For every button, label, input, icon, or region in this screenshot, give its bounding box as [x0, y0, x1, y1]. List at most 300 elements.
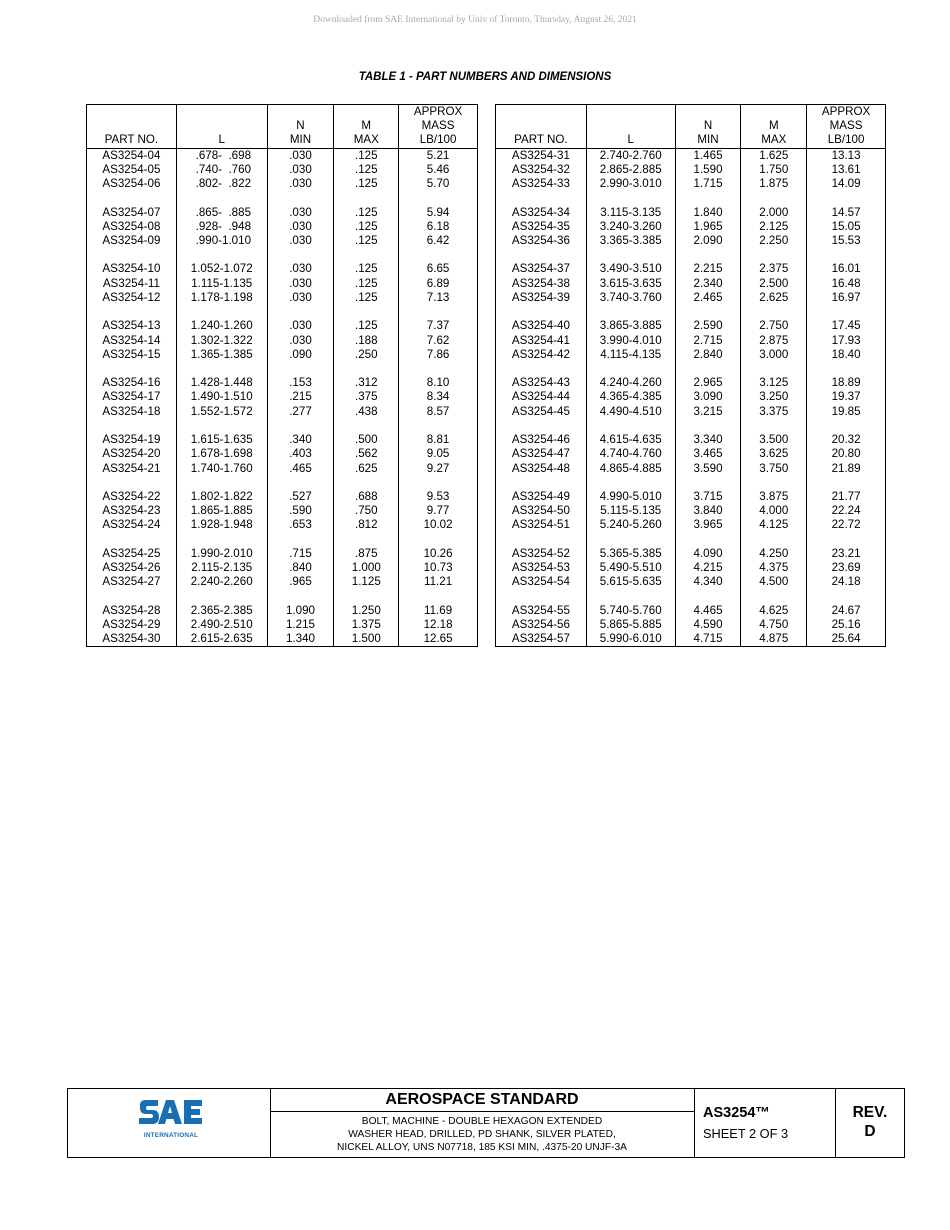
length-cell: 3.990-4.010: [586, 334, 675, 348]
n-min-cell: 3.465: [675, 447, 741, 461]
m-max-cell: .125: [334, 262, 399, 276]
n-min-cell: 1.715: [675, 177, 741, 191]
part-no-cell: AS3254-06: [87, 177, 177, 191]
table-row: [87, 518, 478, 532]
part-no-cell: AS3254-25: [87, 547, 177, 561]
m-max-cell: .125: [334, 148, 399, 163]
length-cell: 4.365-4.385: [586, 390, 675, 404]
spacer-cell: [87, 305, 177, 319]
length-cell: 3.865-3.885: [586, 319, 675, 333]
mass-cell: 17.45: [807, 319, 886, 333]
n-min-cell: 3.340: [675, 433, 741, 447]
spacer-cell: [399, 191, 478, 205]
part-no-cell: AS3254-12: [87, 291, 177, 305]
m-max-cell: .125: [334, 291, 399, 305]
n-min-cell: .030: [267, 148, 334, 163]
mass-cell: 15.05: [807, 220, 886, 234]
table-row: [496, 561, 886, 575]
spacer-cell: [807, 590, 886, 604]
length-cell: 1.302-1.322: [176, 334, 267, 348]
mass-cell: 24.18: [807, 575, 886, 589]
spacer-cell: [586, 362, 675, 376]
mass-cell: 11.21: [399, 575, 478, 589]
n-min-cell: 3.590: [675, 462, 741, 476]
m-max-cell: 1.375: [334, 618, 399, 632]
spacer-cell: [399, 590, 478, 604]
description-line: NICKEL ALLOY, UNS N07718, 185 KSI MIN, .4375-20 UNJF-3A: [337, 1142, 627, 1154]
table-row: [496, 163, 886, 177]
revision-cell: [835, 1089, 905, 1157]
spacer-cell: [675, 362, 741, 376]
part-no-cell: AS3254-17: [87, 390, 177, 404]
mass-cell: 8.10: [399, 376, 478, 390]
header-m-max: M MAX: [741, 105, 807, 149]
spacer-cell: [334, 248, 399, 262]
group-spacer: [496, 191, 886, 205]
mass-cell: 10.73: [399, 561, 478, 575]
spacer-cell: [586, 590, 675, 604]
mass-cell: 5.21: [399, 148, 478, 163]
length-cell: 3.490-3.510: [586, 262, 675, 276]
m-max-cell: 1.250: [334, 604, 399, 618]
part-no-cell: AS3254-37: [496, 262, 587, 276]
m-max-cell: .125: [334, 277, 399, 291]
part-no-cell: AS3254-33: [496, 177, 587, 191]
length-cell: 1.428-1.448: [176, 376, 267, 390]
table-row: [87, 575, 478, 589]
spacer-cell: [675, 248, 741, 262]
table-row: [87, 561, 478, 575]
group-spacer: [87, 419, 478, 433]
n-min-cell: .715: [267, 547, 334, 561]
mass-cell: 7.13: [399, 291, 478, 305]
spacer-cell: [87, 533, 177, 547]
part-no-cell: AS3254-50: [496, 504, 587, 518]
table-row: [87, 277, 478, 291]
table-row: [496, 405, 886, 419]
mass-cell: 13.13: [807, 148, 886, 163]
document-number-cell: [694, 1089, 836, 1157]
m-max-cell: .125: [334, 206, 399, 220]
spacer-cell: [496, 590, 587, 604]
m-max-cell: 4.125: [741, 518, 807, 532]
m-max-cell: 2.750: [741, 319, 807, 333]
spacer-cell: [334, 305, 399, 319]
spacer-cell: [675, 590, 741, 604]
length-cell: .928- .948: [176, 220, 267, 234]
n-min-cell: 2.715: [675, 334, 741, 348]
n-min-cell: 2.215: [675, 262, 741, 276]
n-min-cell: .465: [267, 462, 334, 476]
m-max-cell: .562: [334, 447, 399, 461]
spacer-cell: [496, 191, 587, 205]
n-min-cell: .215: [267, 390, 334, 404]
n-min-cell: 1.465: [675, 148, 741, 163]
table-row: [87, 447, 478, 461]
table-row: [87, 618, 478, 632]
spacer-cell: [807, 533, 886, 547]
length-cell: 2.115-2.135: [176, 561, 267, 575]
header-part-no: PART NO.: [496, 105, 587, 149]
part-no-cell: AS3254-41: [496, 334, 587, 348]
part-table-right: [495, 104, 886, 647]
group-spacer: [496, 590, 886, 604]
n-min-cell: 1.215: [267, 618, 334, 632]
mass-cell: 6.89: [399, 277, 478, 291]
m-max-cell: 1.500: [334, 632, 399, 647]
spacer-cell: [741, 362, 807, 376]
spacer-cell: [267, 476, 334, 490]
m-max-cell: .250: [334, 348, 399, 362]
spacer-cell: [741, 419, 807, 433]
part-no-cell: AS3254-11: [87, 277, 177, 291]
part-no-cell: AS3254-10: [87, 262, 177, 276]
length-cell: 2.865-2.885: [586, 163, 675, 177]
n-min-cell: 1.340: [267, 632, 334, 647]
m-max-cell: 1.625: [741, 148, 807, 163]
part-no-cell: AS3254-56: [496, 618, 587, 632]
n-min-cell: .965: [267, 575, 334, 589]
length-cell: 4.490-4.510: [586, 405, 675, 419]
length-cell: 5.740-5.760: [586, 604, 675, 618]
m-max-cell: .438: [334, 405, 399, 419]
m-max-cell: 2.500: [741, 277, 807, 291]
table-row: [496, 148, 886, 163]
length-cell: .990-1.010: [176, 234, 267, 248]
group-spacer: [87, 248, 478, 262]
length-cell: 4.990-5.010: [586, 490, 675, 504]
spacer-cell: [176, 590, 267, 604]
length-cell: 1.928-1.948: [176, 518, 267, 532]
spacer-cell: [741, 590, 807, 604]
m-max-cell: .875: [334, 547, 399, 561]
mass-cell: 15.53: [807, 234, 886, 248]
length-cell: 1.990-2.010: [176, 547, 267, 561]
spacer-cell: [399, 305, 478, 319]
part-no-cell: AS3254-05: [87, 163, 177, 177]
spacer-cell: [87, 248, 177, 262]
spacer-cell: [496, 362, 587, 376]
revision-value: D: [864, 1123, 876, 1140]
length-cell: 2.490-2.510: [176, 618, 267, 632]
table-row: [87, 334, 478, 348]
mass-cell: 25.16: [807, 618, 886, 632]
spacer-cell: [675, 419, 741, 433]
table-row: [496, 220, 886, 234]
table-row: [496, 206, 886, 220]
spacer-cell: [176, 533, 267, 547]
length-cell: 4.240-4.260: [586, 376, 675, 390]
table-row: [496, 462, 886, 476]
m-max-cell: 2.250: [741, 234, 807, 248]
part-no-cell: AS3254-08: [87, 220, 177, 234]
part-no-cell: AS3254-31: [496, 148, 587, 163]
spacer-cell: [399, 362, 478, 376]
logo-caption: INTERNATIONAL: [143, 1132, 199, 1139]
spacer-cell: [496, 248, 587, 262]
part-no-cell: AS3254-55: [496, 604, 587, 618]
n-min-cell: .340: [267, 433, 334, 447]
group-spacer: [87, 191, 478, 205]
m-max-cell: 2.125: [741, 220, 807, 234]
spacer-cell: [267, 362, 334, 376]
mass-cell: 5.46: [399, 163, 478, 177]
n-min-cell: 2.590: [675, 319, 741, 333]
spacer-cell: [334, 476, 399, 490]
mass-cell: 5.70: [399, 177, 478, 191]
m-max-cell: 1.000: [334, 561, 399, 575]
length-cell: 4.740-4.760: [586, 447, 675, 461]
n-min-cell: 1.590: [675, 163, 741, 177]
part-no-cell: AS3254-26: [87, 561, 177, 575]
m-max-cell: 1.750: [741, 163, 807, 177]
group-spacer: [496, 305, 886, 319]
n-min-cell: 1.965: [675, 220, 741, 234]
group-spacer: [496, 362, 886, 376]
length-cell: 3.365-3.385: [586, 234, 675, 248]
table-row: [87, 376, 478, 390]
n-min-cell: .030: [267, 262, 334, 276]
mass-cell: 14.57: [807, 206, 886, 220]
length-cell: 3.115-3.135: [586, 206, 675, 220]
length-cell: 4.115-4.135: [586, 348, 675, 362]
mass-cell: 23.21: [807, 547, 886, 561]
spacer-cell: [807, 419, 886, 433]
spacer-cell: [807, 305, 886, 319]
mass-cell: 12.65: [399, 632, 478, 647]
m-max-cell: .188: [334, 334, 399, 348]
length-cell: 1.240-1.260: [176, 319, 267, 333]
n-min-cell: .030: [267, 163, 334, 177]
table-row: [496, 447, 886, 461]
group-spacer: [87, 533, 478, 547]
n-min-cell: .403: [267, 447, 334, 461]
table-row: [496, 518, 886, 532]
spacer-cell: [741, 533, 807, 547]
mass-cell: 9.53: [399, 490, 478, 504]
n-min-cell: 1.090: [267, 604, 334, 618]
length-cell: 1.178-1.198: [176, 291, 267, 305]
m-max-cell: .500: [334, 433, 399, 447]
table-row: [496, 618, 886, 632]
spacer-cell: [267, 305, 334, 319]
n-min-cell: 3.090: [675, 390, 741, 404]
part-no-cell: AS3254-34: [496, 206, 587, 220]
m-max-cell: 3.625: [741, 447, 807, 461]
header-approx-mass: APPROX MASS LB/100: [807, 105, 886, 149]
length-cell: 1.740-1.760: [176, 462, 267, 476]
spacer-cell: [586, 248, 675, 262]
m-max-cell: 2.375: [741, 262, 807, 276]
table-row: [87, 148, 478, 163]
part-no-cell: AS3254-19: [87, 433, 177, 447]
table-row: [496, 547, 886, 561]
length-cell: 5.115-5.135: [586, 504, 675, 518]
group-spacer: [496, 248, 886, 262]
mass-cell: 8.57: [399, 405, 478, 419]
table-row: [87, 163, 478, 177]
length-cell: 1.615-1.635: [176, 433, 267, 447]
spacer-cell: [267, 533, 334, 547]
n-min-cell: .030: [267, 291, 334, 305]
n-min-cell: .653: [267, 518, 334, 532]
spacer-cell: [675, 305, 741, 319]
spacer-cell: [334, 419, 399, 433]
m-max-cell: .688: [334, 490, 399, 504]
m-max-cell: .625: [334, 462, 399, 476]
length-cell: 5.990-6.010: [586, 632, 675, 647]
part-no-cell: AS3254-40: [496, 319, 587, 333]
table-row: [496, 604, 886, 618]
part-no-cell: AS3254-46: [496, 433, 587, 447]
table-row: [496, 262, 886, 276]
table-row: [496, 390, 886, 404]
length-cell: 2.740-2.760: [586, 148, 675, 163]
n-min-cell: 3.965: [675, 518, 741, 532]
part-no-cell: AS3254-43: [496, 376, 587, 390]
document-number: AS3254™: [703, 1105, 770, 1121]
spacer-cell: [176, 476, 267, 490]
group-spacer: [496, 533, 886, 547]
table-title: TABLE 1 - PART NUMBERS AND DIMENSIONS: [358, 71, 612, 83]
spacer-cell: [176, 419, 267, 433]
mass-cell: 10.02: [399, 518, 478, 532]
m-max-cell: .312: [334, 376, 399, 390]
n-min-cell: .030: [267, 177, 334, 191]
mass-cell: 16.97: [807, 291, 886, 305]
length-cell: 4.865-4.885: [586, 462, 675, 476]
table-row: [87, 262, 478, 276]
length-cell: 5.240-5.260: [586, 518, 675, 532]
length-cell: 1.052-1.072: [176, 262, 267, 276]
n-min-cell: 2.465: [675, 291, 741, 305]
header-n-min: N MIN: [675, 105, 741, 149]
spacer-cell: [334, 191, 399, 205]
spacer-cell: [807, 476, 886, 490]
header-n-min: N MIN: [267, 105, 334, 149]
m-max-cell: .750: [334, 504, 399, 518]
spacer-cell: [741, 191, 807, 205]
group-spacer: [496, 476, 886, 490]
m-max-cell: 4.875: [741, 632, 807, 647]
length-cell: 1.802-1.822: [176, 490, 267, 504]
spacer-cell: [176, 191, 267, 205]
table-row: [496, 319, 886, 333]
length-cell: 1.678-1.698: [176, 447, 267, 461]
mass-cell: 19.85: [807, 405, 886, 419]
spacer-cell: [334, 533, 399, 547]
n-min-cell: .030: [267, 234, 334, 248]
table-row: [87, 291, 478, 305]
mass-cell: 9.05: [399, 447, 478, 461]
length-cell: 2.990-3.010: [586, 177, 675, 191]
header-part-no: PART NO.: [87, 105, 177, 149]
n-min-cell: 2.840: [675, 348, 741, 362]
standard-type: AEROSPACE STANDARD: [270, 1089, 694, 1112]
length-cell: 3.740-3.760: [586, 291, 675, 305]
table-row: [496, 277, 886, 291]
spacer-cell: [741, 305, 807, 319]
mass-cell: 8.81: [399, 433, 478, 447]
description-line: BOLT, MACHINE - DOUBLE HEXAGON EXTENDED: [361, 1116, 603, 1127]
m-max-cell: 4.000: [741, 504, 807, 518]
sae-logo-icon: [138, 1099, 204, 1133]
spacer-cell: [267, 590, 334, 604]
part-no-cell: AS3254-53: [496, 561, 587, 575]
table-row: [496, 177, 886, 191]
length-cell: 5.365-5.385: [586, 547, 675, 561]
length-cell: 3.615-3.635: [586, 277, 675, 291]
mass-cell: 13.61: [807, 163, 886, 177]
part-no-cell: AS3254-45: [496, 405, 587, 419]
part-no-cell: AS3254-21: [87, 462, 177, 476]
table-row: [87, 390, 478, 404]
part-no-cell: AS3254-27: [87, 575, 177, 589]
spacer-cell: [399, 248, 478, 262]
m-max-cell: 3.875: [741, 490, 807, 504]
part-description: [270, 1115, 694, 1155]
spacer-cell: [496, 533, 587, 547]
length-cell: 1.365-1.385: [176, 348, 267, 362]
part-no-cell: AS3254-57: [496, 632, 587, 647]
part-no-cell: AS3254-22: [87, 490, 177, 504]
part-no-cell: AS3254-13: [87, 319, 177, 333]
part-no-cell: AS3254-14: [87, 334, 177, 348]
m-max-cell: 4.375: [741, 561, 807, 575]
m-max-cell: 4.500: [741, 575, 807, 589]
table-header-row: [496, 105, 886, 149]
n-min-cell: .527: [267, 490, 334, 504]
spacer-cell: [87, 362, 177, 376]
part-no-cell: AS3254-51: [496, 518, 587, 532]
part-no-cell: AS3254-18: [87, 405, 177, 419]
n-min-cell: 3.215: [675, 405, 741, 419]
table-row: [496, 490, 886, 504]
length-cell: 3.240-3.260: [586, 220, 675, 234]
n-min-cell: .590: [267, 504, 334, 518]
part-no-cell: AS3254-36: [496, 234, 587, 248]
m-max-cell: .812: [334, 518, 399, 532]
header-l: L: [176, 105, 267, 149]
mass-cell: 6.65: [399, 262, 478, 276]
length-cell: 2.615-2.635: [176, 632, 267, 647]
spacer-cell: [675, 191, 741, 205]
mass-cell: 5.94: [399, 206, 478, 220]
spacer-cell: [399, 419, 478, 433]
length-cell: .678- .698: [176, 148, 267, 163]
part-no-cell: AS3254-30: [87, 632, 177, 647]
spacer-cell: [807, 362, 886, 376]
mass-cell: 17.93: [807, 334, 886, 348]
spacer-cell: [267, 248, 334, 262]
m-max-cell: 4.625: [741, 604, 807, 618]
spacer-cell: [586, 191, 675, 205]
mass-cell: 10.26: [399, 547, 478, 561]
n-min-cell: 2.965: [675, 376, 741, 390]
title-block: [67, 1088, 905, 1158]
spacer-cell: [176, 305, 267, 319]
n-min-cell: .277: [267, 405, 334, 419]
length-cell: 2.365-2.385: [176, 604, 267, 618]
spacer-cell: [267, 191, 334, 205]
mass-cell: 22.72: [807, 518, 886, 532]
mass-cell: 18.89: [807, 376, 886, 390]
m-max-cell: 2.625: [741, 291, 807, 305]
n-min-cell: 4.340: [675, 575, 741, 589]
part-no-cell: AS3254-54: [496, 575, 587, 589]
spacer-cell: [586, 476, 675, 490]
length-cell: 5.490-5.510: [586, 561, 675, 575]
